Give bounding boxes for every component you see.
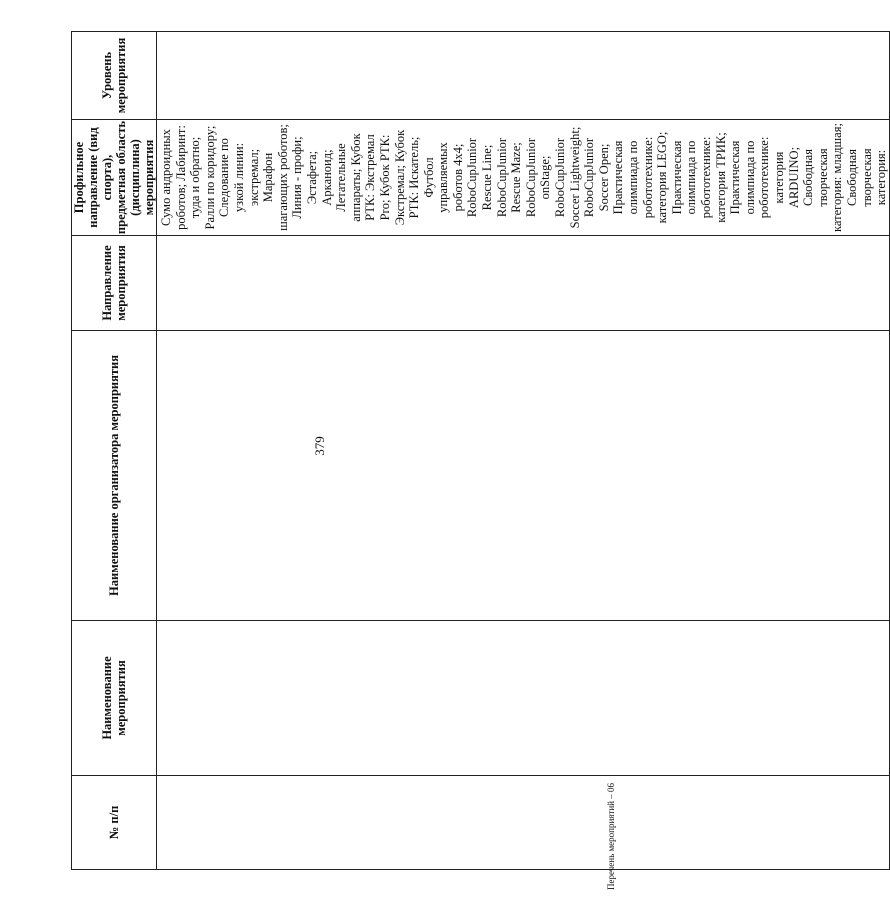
footer [604,783,624,900]
cell-event-name [157,621,890,776]
header-number: № п/п [72,776,157,870]
cell-number [157,776,890,870]
cell-organizer [157,331,890,621]
events-table [71,31,890,870]
header-direction: Направление мероприятия [72,236,157,331]
header-event-name: Наименование мероприятия [72,621,157,776]
cell-level [157,32,890,120]
cell-profile: Сумо андроидных роботов; Лабиринт: туда и обратно; Ралли по коридору; Следование по узкой линии: экстремал; Марафон шагающих роботов; Линия - профи; Эстафета; Арканоид; Летательные аппараты; Кубок РТК: Экстремал Pro; Кубок РТК: Экстремал; Кубок РТК: Искатель; Футбол управляемых роботов 4х4; RoboCupJunior Rescue Line; RoboCupJunior Rescue Maze; RoboCupJunior onStage; RoboCupJunior Soccer Lightweight; RoboCupJunior Soccer Open; Практическая олимпиада по робототехнике: категория LEGO; Практическая олимпиада по робототехнике: категория ТРИК; Практическая олимпиада по робототехнике: категория ARDUINO; Свободная творческая категория: младшая; Свободная творческая категория: [157,120,890,236]
cell-direction [157,236,890,331]
events-table-container [71,32,889,900]
footer-text: Перечень мероприятий – 06 [606,783,616,890]
header-level: Уровень мероприятия [72,32,157,120]
table-row [157,32,890,870]
header-organizer: Наименование организатора мероприятия [72,331,157,621]
table-header-row [72,32,157,870]
header-profile: Профильное направление (вид спорта), предметная область (дисциплина) мероприятия [72,120,156,235]
page-number-text: 379 [312,436,327,456]
